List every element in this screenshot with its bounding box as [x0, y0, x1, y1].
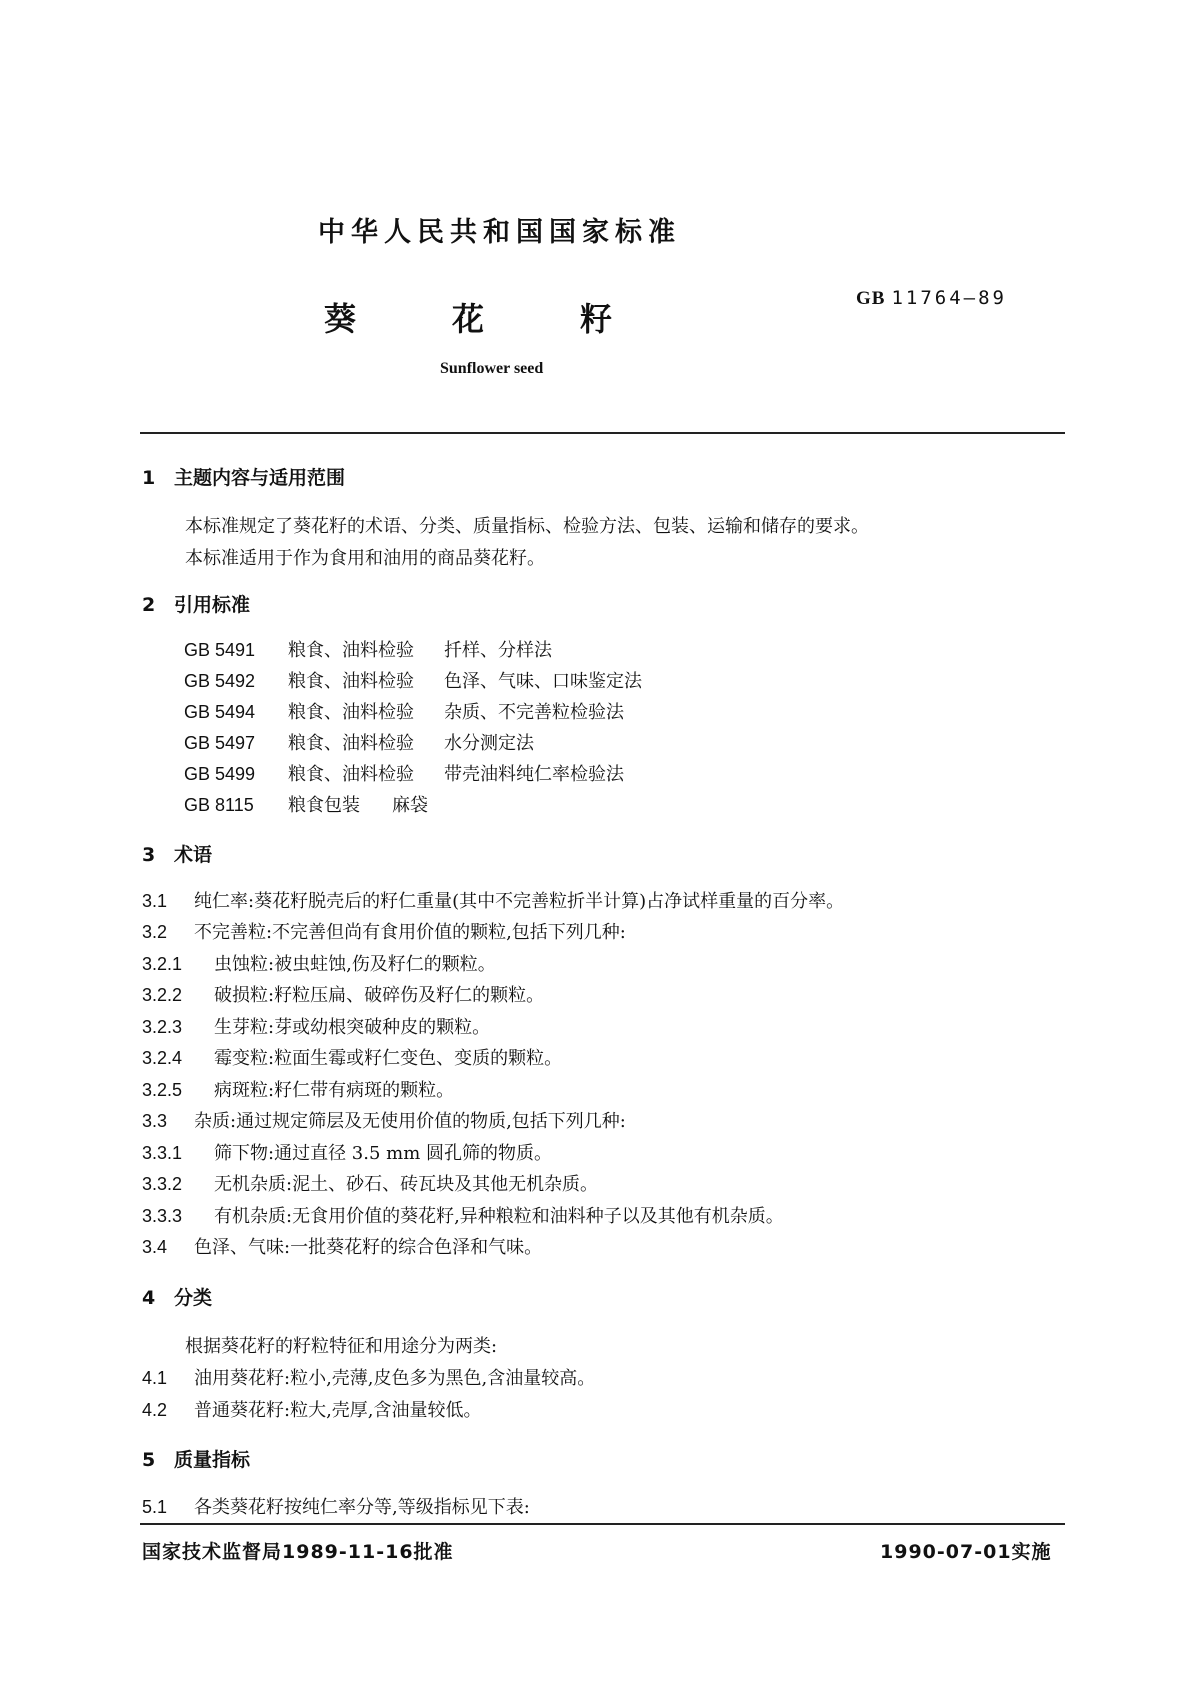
header-divider	[140, 432, 1065, 434]
item-text: 各类葵花籽按纯仁率分等,等级指标见下表:	[194, 1497, 530, 1518]
term-item	[142, 1233, 542, 1259]
ref-name: 杂质、不完善粒检验法	[444, 702, 624, 723]
standard-code-number: 11764—89	[891, 287, 1007, 309]
term-item	[142, 1044, 562, 1070]
item-text: 霉变粒:粒面生霉或籽仁变色、变质的颗粒。	[214, 1048, 563, 1069]
term-item	[142, 1139, 552, 1165]
item-text: 色泽、气味:一批葵花籽的综合色泽和气味。	[194, 1237, 543, 1258]
ref-code: GB 5492	[184, 671, 256, 691]
item-number: 4.2	[142, 1400, 168, 1420]
item-text: 筛下物:通过直径 3.5 mm 圆孔筛的物质。	[214, 1143, 552, 1164]
item-number: 3.4	[142, 1237, 168, 1257]
item-text: 有机杂质:无食用价值的葵花籽,异种粮粒和油料种子以及其他有机杂质。	[214, 1206, 784, 1227]
item-text: 杂质:通过规定筛层及无使用价值的物质,包括下列几种:	[194, 1111, 626, 1132]
classification-item	[142, 1396, 482, 1422]
footer-divider	[140, 1523, 1065, 1525]
standard-code	[856, 287, 1007, 310]
standard-code-prefix: GB	[856, 288, 886, 309]
section-5-heading	[142, 1445, 250, 1472]
reference-item	[184, 636, 552, 662]
item-number: 3.3.1	[142, 1143, 183, 1163]
approval-note: 国家技术监督局1989-11-16批准	[142, 1541, 454, 1563]
ref-code: GB 5497	[184, 733, 256, 753]
term-item	[142, 1013, 490, 1039]
item-text: 不完善粒:不完善但尚有食用价值的颗粒,包括下列几种:	[194, 922, 626, 943]
effective-date: 1990-07-01实施	[880, 1541, 1052, 1563]
reference-item	[184, 729, 534, 755]
ref-name: 麻袋	[392, 795, 428, 816]
paragraph: 本标准适用于作为食用和油用的商品葵花籽。	[185, 548, 545, 569]
title-char-1: 葵	[324, 300, 357, 338]
ref-subject: 粮食、油料检验	[288, 764, 414, 785]
item-text: 普通葵花籽:粒大,壳厚,含油量较低。	[194, 1400, 482, 1421]
item-number: 3.3.3	[142, 1206, 183, 1226]
ref-code: GB 5499	[184, 764, 256, 784]
section-2-heading	[142, 590, 250, 617]
ref-name: 扦样、分样法	[444, 640, 552, 661]
title-char-2: 花	[452, 300, 485, 338]
national-standard-heading: 中华人民共和国国家标准	[318, 217, 681, 248]
section-number: 1	[142, 467, 156, 489]
item-number: 3.2.4	[142, 1048, 183, 1068]
ref-code: GB 8115	[184, 795, 254, 815]
ref-subject: 粮食、油料检验	[288, 702, 414, 723]
term-item	[142, 1107, 626, 1133]
item-number: 3.2.1	[142, 954, 183, 974]
ref-subject: 粮食包装	[288, 795, 360, 816]
paragraph: 本标准规定了葵花籽的术语、分类、质量指标、检验方法、包装、运输和储存的要求。	[185, 516, 869, 537]
item-number: 3.2.5	[142, 1080, 183, 1100]
section-number: 4	[142, 1287, 156, 1309]
ref-code: GB 5491	[184, 640, 256, 660]
term-item	[142, 981, 544, 1007]
item-number: 3.2	[142, 922, 168, 942]
term-item	[142, 1076, 454, 1102]
item-number: 3.2.3	[142, 1017, 183, 1037]
term-item	[142, 918, 626, 944]
reference-item	[184, 667, 642, 693]
section-number: 3	[142, 844, 156, 866]
paragraph: 根据葵花籽的籽粒特征和用途分为两类:	[185, 1336, 498, 1357]
item-number: 3.2.2	[142, 985, 183, 1005]
item-text: 病斑粒:籽仁带有病斑的颗粒。	[214, 1080, 455, 1101]
section-title: 主题内容与适用范围	[174, 467, 346, 489]
section-title: 引用标准	[174, 594, 251, 616]
term-item	[142, 1202, 784, 1228]
item-number: 3.3	[142, 1111, 168, 1131]
reference-item	[184, 760, 624, 786]
term-item	[142, 950, 496, 976]
item-text: 无机杂质:泥土、砂石、砖瓦块及其他无机杂质。	[214, 1174, 599, 1195]
section-number: 2	[142, 594, 156, 616]
ref-subject: 粮食、油料检验	[288, 733, 414, 754]
ref-code: GB 5494	[184, 702, 256, 722]
item-text: 油用葵花籽:粒小,壳薄,皮色多为黑色,含油量较高。	[194, 1368, 596, 1389]
item-number: 3.3.2	[142, 1174, 183, 1194]
term-item	[142, 887, 844, 913]
english-title: Sunflower seed	[440, 360, 544, 377]
title-char-3: 籽	[580, 300, 613, 338]
section-4-heading	[142, 1283, 212, 1310]
item-text: 生芽粒:芽或幼根突破种皮的颗粒。	[214, 1017, 491, 1038]
item-number: 5.1	[142, 1497, 168, 1517]
item-number: 4.1	[142, 1368, 168, 1388]
section-number: 5	[142, 1449, 156, 1471]
reference-item	[184, 698, 624, 724]
quality-item	[142, 1493, 530, 1519]
classification-item	[142, 1364, 595, 1390]
term-item	[142, 1170, 598, 1196]
section-title: 质量指标	[174, 1449, 251, 1471]
section-title: 分类	[174, 1287, 213, 1309]
item-text: 虫蚀粒:被虫蛀蚀,伤及籽仁的颗粒。	[214, 954, 496, 975]
section-3-heading	[142, 840, 212, 867]
ref-name: 水分测定法	[444, 733, 534, 754]
item-text: 纯仁率:葵花籽脱壳后的籽仁重量(其中不完善粒折半计算)占净试样重量的百分率。	[194, 891, 845, 912]
section-1-heading	[142, 463, 345, 490]
ref-name: 带壳油料纯仁率检验法	[444, 764, 624, 785]
ref-subject: 粮食、油料检验	[288, 640, 414, 661]
item-text: 破损粒:籽粒压扁、破碎伤及籽仁的颗粒。	[214, 985, 545, 1006]
ref-name: 色泽、气味、口味鉴定法	[444, 671, 642, 692]
item-number: 3.1	[142, 891, 168, 911]
ref-subject: 粮食、油料检验	[288, 671, 414, 692]
reference-item	[184, 791, 428, 817]
section-title: 术语	[174, 844, 213, 866]
